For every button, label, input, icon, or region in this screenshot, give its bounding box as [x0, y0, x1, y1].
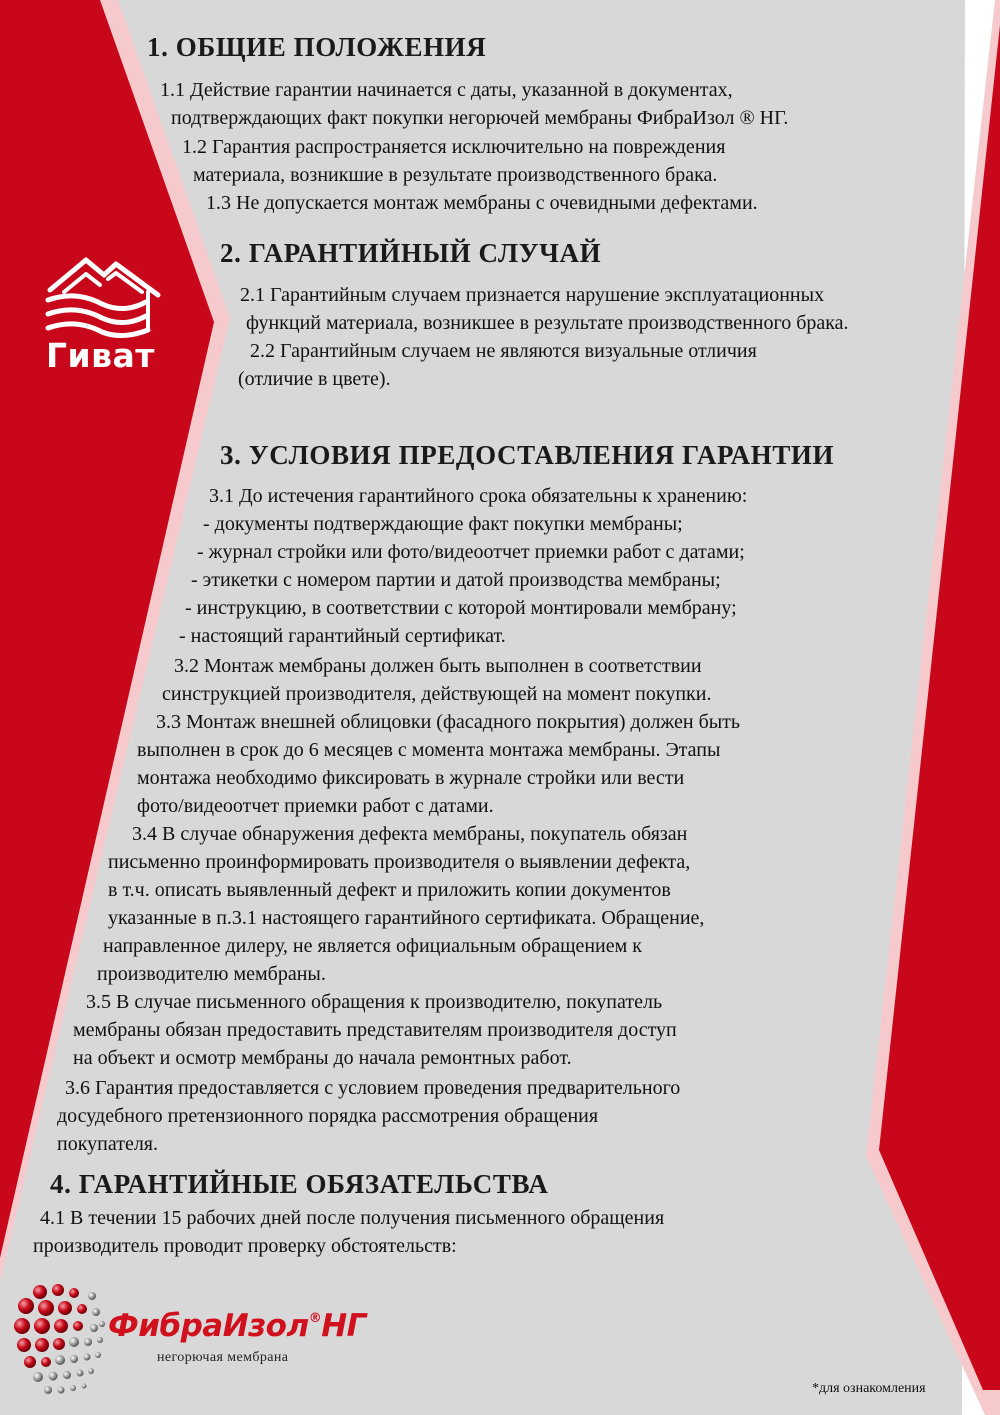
section-3-line: фото/видеоотчет приемки работ с датами. — [137, 795, 494, 817]
section-3-line: - этикетки с номером партии и датой производства мембраны; — [191, 569, 721, 591]
section-4-line: 4.1 В течении 15 рабочих дней после получения письменного обращения — [40, 1207, 665, 1229]
section-3-line: 3.4 В случае обнаружения дефекта мембраны, покупатель обязан — [132, 823, 688, 845]
fibra-brand-suffix: НГ — [321, 1308, 366, 1344]
section-3-line: - настоящий гарантийный сертификат. — [179, 625, 506, 647]
section-1-title: 1. ОБЩИЕ ПОЛОЖЕНИЯ — [147, 32, 487, 62]
section-3-line: синструкцией производителя, действующей на момент покупки. — [162, 683, 712, 705]
section-3-line: монтажа необходимо фиксировать в журнале стройки или вести — [137, 767, 685, 789]
section-3-line: 3.2 Монтаж мембраны должен быть выполнен в соответствии — [174, 655, 702, 677]
section-4-title: 4. ГАРАНТИЙНЫЕ ОБЯЗАТЕЛЬСТВА — [50, 1169, 549, 1199]
section-1-line: подтверждающих факт покупки негорючей мембраны ФибраИзол ® НГ. — [171, 107, 789, 129]
section-1-line: материала, возникшие в результате производственного брака. — [193, 164, 718, 186]
section-2-line: (отличие в цвете). — [238, 368, 391, 390]
section-3-line: производителю мембраны. — [97, 963, 326, 985]
fibra-brand-name: ФибраИзол — [108, 1308, 309, 1344]
section-3-line: на объект и осмотр мембраны до начала ремонтных работ. — [73, 1047, 572, 1069]
section-3-line: мембраны обязан предоставить представителям производителя доступ — [73, 1019, 677, 1041]
wave-1 — [48, 296, 146, 309]
section-2-line: 2.2 Гарантийным случаем не являются визуальные отличия — [250, 340, 757, 362]
section-3-line: 3.6 Гарантия предоставляется с условием проведения предварительного — [65, 1077, 681, 1099]
section-3-line: - инструкцию, в соответствии с которой монтировали мембрану; — [185, 597, 737, 619]
wave-3 — [48, 324, 148, 336]
section-1-line: 1.3 Не допускается монтаж мембраны с очевидными дефектами. — [206, 192, 758, 214]
section-1-line: 1.2 Гарантия распространяется исключительно на повреждения — [182, 136, 726, 158]
section-3-title: 3. УСЛОВИЯ ПРЕДОСТАВЛЕНИЯ ГАРАНТИИ — [220, 440, 835, 470]
section-3-line: 3.1 До истечения гарантийного срока обязательны к хранению: — [209, 485, 748, 507]
fibra-tagline: негорючая мембрана — [157, 1350, 289, 1365]
section-2-line: функций материала, возникшее в результате производственного брака. — [246, 312, 849, 334]
red-spheres — [14, 1284, 87, 1368]
section-3-line: - документы подтверждающие факт покупки мембраны; — [203, 513, 683, 535]
section-3-line: 3.3 Монтаж внешней облицовки (фасадного покрытия) должен быть — [156, 711, 741, 733]
section-3-line: письменно проинформировать производителя о выявлении дефекта, — [108, 851, 691, 873]
section-1-line: 1.1 Действие гарантии начинается с даты, указанной в документах, — [160, 79, 733, 101]
section-3-line: 3.5 В случае письменного обращения к производителю, покупатель — [86, 991, 663, 1013]
dot-spheres-icon — [10, 1282, 110, 1400]
section-3-line: - журнал стройки или фото/видеоотчет приемки работ с датами; — [197, 541, 745, 563]
section-3-line: покупателя. — [57, 1133, 158, 1155]
registered-mark: ® — [308, 1311, 322, 1326]
fibra-logo-text — [108, 1308, 366, 1344]
section-3-line: направленное дилеру, не является официальным обращением к — [103, 935, 643, 957]
footnote: *для ознакомления — [812, 1381, 926, 1396]
section-2-line: 2.1 Гарантийным случаем признается нарушение эксплуатационных — [240, 284, 825, 306]
section-3-line: в т.ч. описать выявленный дефект и приложить копии документов — [108, 879, 671, 901]
wave-2 — [48, 310, 146, 323]
section-3-line: выполнен в срок до 6 месяцев с момента монтажа мембраны. Этапы — [137, 739, 721, 761]
section-2-title: 2. ГАРАНТИЙНЫЙ СЛУЧАЙ — [220, 238, 602, 268]
section-3-line: досудебного претензионного порядка рассмотрения обращения — [57, 1105, 599, 1127]
givat-logo-text: Гиват — [46, 336, 155, 375]
section-3-line: указанные в п.3.1 настоящего гарантийного сертификата. Обращение, — [108, 907, 705, 929]
section-4-line: производитель проводит проверку обстоятельств: — [33, 1235, 457, 1257]
